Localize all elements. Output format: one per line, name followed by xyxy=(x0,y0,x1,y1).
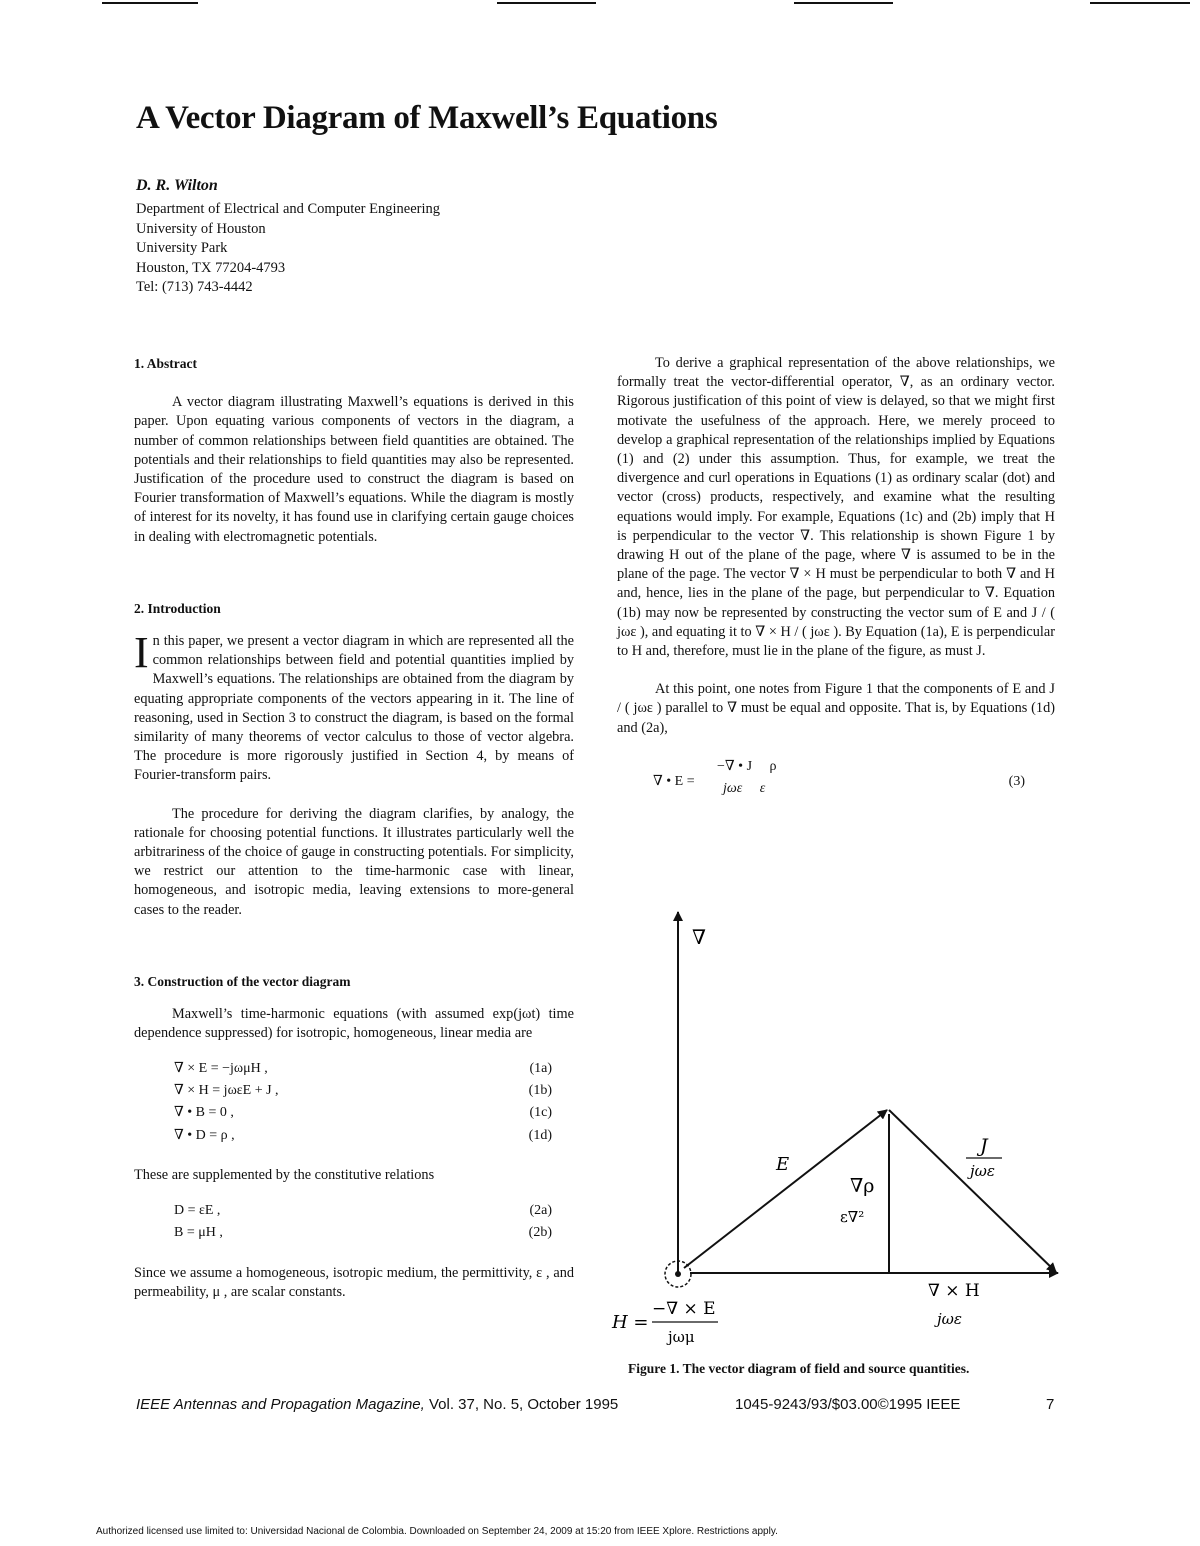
header-rule xyxy=(102,2,198,4)
author-name: D. R. Wilton xyxy=(136,177,218,194)
affiliation-line: University of Houston xyxy=(136,220,266,237)
h-equation-numerator: −∇ × E xyxy=(652,1299,716,1319)
abstract-text: A vector diagram illustrating Maxwell’s equations is derived in this paper. Upon equating various components of vectors in the diagram, a number of common relationships between field quantities are obtained. The potentials and their relationships to field quantities may also be represented. Justification of the procedure used to construct the diagram is based on Fourier transformation of Maxwell’s equations. While the diagram is mostly of interest for its novelty, it has found use in clarifying certain gauge choices in dealing with electromagnetic potentials. xyxy=(134,394,574,545)
equation-3-rhs xyxy=(717,756,777,800)
grad-rho-label: ∇ρ xyxy=(850,1175,875,1197)
drop-cap: I xyxy=(134,628,149,678)
equation-3-lhs: ∇ • E = xyxy=(653,773,695,789)
equation-row xyxy=(134,1102,574,1124)
equations-1 xyxy=(134,1057,574,1146)
equation-row xyxy=(134,1124,574,1146)
eps-nabla2-label: ε∇² xyxy=(840,1208,865,1226)
right-paragraph-2: At this point, one notes from Figure 1 that the components of E and J / ( jωε ) parallel to ∇ must be equal and opposite. That is, by Equations (1d) and (2a), xyxy=(617,681,1055,736)
vector-diagram xyxy=(600,900,1070,1380)
equation-row xyxy=(134,1057,574,1079)
construction-paragraph-1: Maxwell’s time-harmonic equations (with assumed exp(jωt) time dependence suppressed) for isotropic, homogeneous, linear media are xyxy=(134,1006,574,1042)
affiliation xyxy=(136,200,440,298)
introduction-paragraph-2: The procedure for deriving the diagram clarifies, by analogy, the rationale for choosing potential functions. It illustrates particularly well the arbitrariness of the choice of gauge in constructing potentials. For simplicity, we restrict our attention to the time-harmonic case with linear, homogeneous, and isotropic media, leaving extensions to more-general cases to the reader. xyxy=(134,805,574,918)
left-column xyxy=(134,354,574,1302)
affiliation-line: University Park xyxy=(136,240,228,257)
header-rule xyxy=(794,2,893,4)
h-equation-lhs: H = xyxy=(612,1312,649,1333)
equation-number: (1b) xyxy=(528,1083,552,1099)
introduction-paragraph-1 xyxy=(134,628,574,786)
equation-number: (1a) xyxy=(529,1060,552,1076)
paper-title: A Vector Diagram of Maxwell’s Equations xyxy=(136,100,718,136)
h-equation-denominator: jωμ xyxy=(668,1328,695,1346)
header-rule xyxy=(1090,2,1190,4)
equation: B = μH , xyxy=(174,1225,223,1241)
right-column xyxy=(617,354,1055,810)
abstract-heading: 1. Abstract xyxy=(134,356,197,371)
equation-number: (1c) xyxy=(529,1105,552,1121)
equation: ∇ • B = 0 , xyxy=(174,1105,234,1121)
equation-number: (1d) xyxy=(528,1127,552,1143)
h-out-of-page-dot xyxy=(675,1271,681,1277)
equation: ∇ × H = jωεE + J , xyxy=(174,1083,279,1099)
right-paragraph-1: To derive a graphical representation of the above relationships, we formally treat the vector-differential operator, ∇, as an ordinary vector. Rigorous justification of this point of view is delayed, so that we might first motivate the usefulness of the approach. Here, we merely proceed to develop a graphical representation of the relationships implied by Equations (1) and (2) under this assumption. Thus, for example, we treat the divergence and curl operations in Equations (1) as ordinary scalar (dot) and vector (cross) products, respectively, and examine what the resulting equations would imply. For example, Equations (1c) and (2b) imply that H is perpendicular to the vector ∇. This relationship is shown Figure 1 by drawing H out of the plane of the page, where ∇ is assumed to be in the plane of the page. The vector ∇ × H must be perpendicular to both ∇ and H and, hence, lies in the plane of the page, but perpendicular to ∇. Equation (1b) may now be represented by constructing the vector sum of E and J / ( jωε ), and equating it to ∇ × H / ( jωε ). By Equation (1a), E is perpendicular to H and, therefore, must lie in the plane of the figure, as must J. xyxy=(617,355,1055,660)
j-denominator: jωε xyxy=(970,1162,995,1180)
affiliation-line: Houston, TX 77204-4793 xyxy=(136,259,286,276)
equation-3-rhs-bottom: jωε ε xyxy=(723,780,766,796)
construction-heading: 3. Construction of the vector diagram xyxy=(134,973,351,989)
equation: D = εE , xyxy=(174,1203,221,1218)
equation-3 xyxy=(617,754,1055,810)
introduction-text-1: n this paper, we present a vector diagram in which are represented all the common relationships between field and potential quantities implied by Maxwell’s equations. The relationships are obtained from the diagram by equating appropriate components of the vectors appearing in it. The line of reasoning, used in Section 3 to construct the diagram, is based on the formal similarity of many theorems of vector calculus to those of vector algebra. The procedure is more rigorously justified in Section 4, by means of Fourier-transform pairs. xyxy=(134,633,574,784)
introduction-heading: 2. Introduction xyxy=(134,600,221,616)
curl-h-denominator: jωε xyxy=(937,1310,962,1328)
page-number: 7 xyxy=(1046,1396,1055,1413)
equation: ∇ × E = −jωμH , xyxy=(174,1060,268,1076)
equation-3-rhs-top: −∇ • J ρ xyxy=(717,758,777,774)
equations-2 xyxy=(134,1200,574,1244)
construction-paragraph-3: Since we assume a homogeneous, isotropic medium, the permittivity, ε , and permeability, μ , are scalar constants. xyxy=(134,1264,574,1301)
equation-number: (3) xyxy=(1008,773,1025,789)
journal-name: IEEE Antennas and Propagation Magazine, xyxy=(136,1396,425,1413)
e-label: E xyxy=(776,1154,790,1175)
equation-row xyxy=(134,1080,574,1102)
construction-paragraph-2: These are supplemented by the constitutive relations xyxy=(134,1167,435,1184)
figure-caption: Figure 1. The vector diagram of field and source quantities. xyxy=(628,1361,970,1376)
affiliation-line: Department of Electrical and Computer Engineering xyxy=(136,201,440,217)
footer-citation xyxy=(136,1396,618,1413)
equation-row xyxy=(134,1200,574,1222)
equation: ∇ • D = ρ , xyxy=(174,1127,235,1143)
curl-h-label: ∇ × H xyxy=(928,1281,980,1301)
equation-number: (2a) xyxy=(529,1203,552,1218)
equation-row xyxy=(134,1222,574,1244)
journal-issue: Vol. 37, No. 5, October 1995 xyxy=(424,1396,619,1413)
nabla-label: ∇ xyxy=(692,925,706,949)
j-label: J xyxy=(980,1135,988,1157)
header-rule xyxy=(497,2,596,4)
footer-issn: 1045-9243/93/$03.00©1995 IEEE xyxy=(735,1396,961,1413)
license-notice: Authorized licensed use limited to: Universidad Nacional de Colombia. Downloaded on September 24, 2009 at 15:20 from IEEE Xplore. Restrictions apply. xyxy=(96,1526,778,1537)
affiliation-line: Tel: (713) 743-4442 xyxy=(136,279,253,296)
equation-number: (2b) xyxy=(528,1225,552,1241)
j-vector xyxy=(889,1110,1056,1272)
